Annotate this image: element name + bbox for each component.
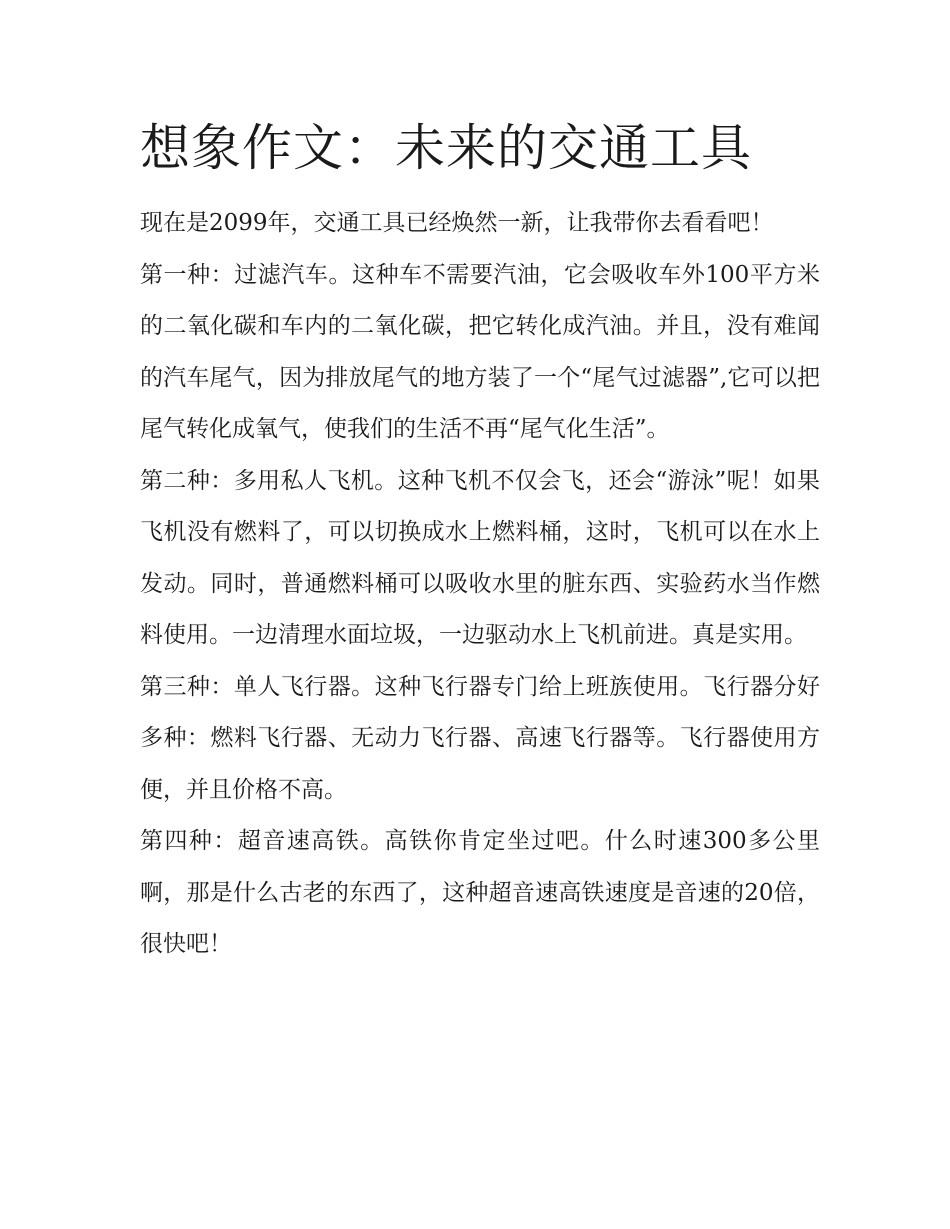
paragraph-intro: 现在是2099年，交通工具已经焕然一新，让我带你去看看吧！ (140, 210, 774, 236)
document-body (140, 198, 820, 971)
document-page (140, 112, 820, 971)
paragraph-filter-car: 第一种：过滤汽车。这种车不需要汽油，它会吸收车外100平方米的二氧化碳和车内的二氧化碳，把它转化成汽油。并且，没有难闻的汽车尾气，因为排放尾气的地方装了一个“尾气过滤器”,它可以把尾气转化成氧气，使我们的生活不再“尾气化生活”。 (140, 261, 820, 442)
paragraph-private-plane: 第二种：多用私人飞机。这种飞机不仅会飞，还会“游泳”呢！如果飞机没有燃料了，可以切换成水上燃料桶，这时，飞机可以在水上发动。同时，普通燃料桶可以吸收水里的脏东西、实验药水当作燃料使用。一边清理水面垃圾，一边驱动水上飞机前进。真是实用。 (140, 467, 820, 648)
paragraph-personal-flyer: 第三种：单人飞行器。这种飞行器专门给上班族使用。飞行器分好多种：燃料飞行器、无动力飞行器、高速飞行器等。飞行器使用方便，并且价格不高。 (140, 673, 820, 803)
document-title: 想象作文：未来的交通工具 (140, 119, 752, 177)
paragraph-supersonic-rail: 第四种：超音速高铁。高铁你肯定坐过吧。什么时速300多公里啊，那是什么古老的东西了，这种超音速高铁速度是音速的20倍，很快吧！ (140, 828, 820, 957)
